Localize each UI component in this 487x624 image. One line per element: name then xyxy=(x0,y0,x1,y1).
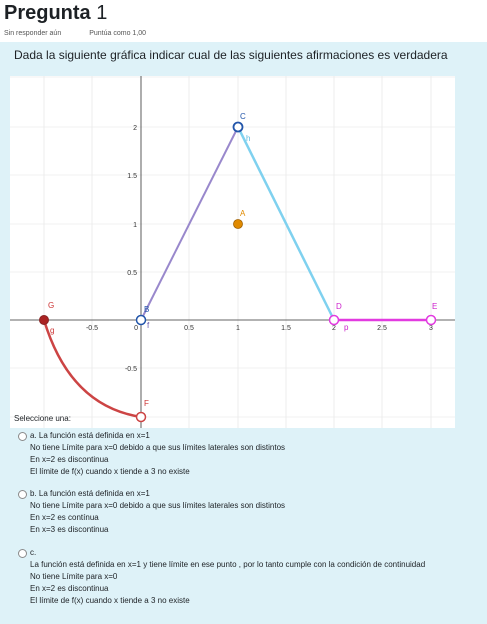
y-tick-neg05: -0.5 xyxy=(124,366,137,373)
option-b-radio[interactable] xyxy=(18,490,27,499)
question-header xyxy=(0,0,487,42)
y-tick-2: 2 xyxy=(133,125,137,132)
y-tick-05: 0.5 xyxy=(127,270,137,277)
point-e xyxy=(427,316,436,325)
y-tick-1: 1 xyxy=(133,222,137,229)
grid-lines xyxy=(10,76,455,428)
label-g-lower: g xyxy=(50,326,55,335)
option-c-line-2: No tiene Límite para x=0 xyxy=(30,572,118,581)
point-g xyxy=(40,316,49,325)
option-a-line-1: La función está definida en x=1 xyxy=(38,431,150,440)
tick-labels xyxy=(86,125,433,373)
option-a-line-4: El límite de f(x) cuando x tiende a 3 no existe xyxy=(30,467,190,476)
label-b: B xyxy=(144,305,150,314)
function-graph xyxy=(10,76,455,428)
x-tick-05: 0.5 xyxy=(184,325,194,332)
option-c-letter: c. xyxy=(30,548,37,557)
option-b[interactable] xyxy=(18,488,285,536)
question-title-prefix: Pregunta xyxy=(4,2,91,24)
option-c-line-3: En x=2 es discontinua xyxy=(30,584,109,593)
question-title xyxy=(4,2,483,24)
x-tick-neg05: -0.5 xyxy=(85,325,99,332)
x-tick-0: 0 xyxy=(134,325,138,332)
question-meta xyxy=(4,30,483,37)
segment-f xyxy=(141,127,238,320)
label-c: C xyxy=(240,112,246,121)
question-number: 1 xyxy=(96,2,108,24)
option-b-line-3: En x=2 es contínua xyxy=(30,513,99,522)
option-b-letter: b. xyxy=(30,489,37,498)
y-tick-15: 1.5 xyxy=(127,173,137,180)
label-e: E xyxy=(432,302,438,311)
label-a: A xyxy=(240,209,246,218)
point-labels xyxy=(48,112,437,408)
question-score: Puntúa como 1,00 xyxy=(89,30,147,37)
point-d xyxy=(330,316,339,325)
option-a-radio[interactable] xyxy=(18,432,27,441)
label-f-point: F xyxy=(144,399,149,408)
point-c xyxy=(234,123,243,132)
x-tick-1: 1 xyxy=(236,325,240,332)
x-tick-2: 2 xyxy=(332,325,336,332)
option-c[interactable] xyxy=(18,547,425,607)
option-b-line-1: La función está definida en x=1 xyxy=(38,489,150,498)
question-status: Sin responder aún xyxy=(4,30,62,37)
x-tick-15: 1.5 xyxy=(281,325,291,332)
x-tick-25: 2.5 xyxy=(377,325,387,332)
point-b xyxy=(137,316,146,325)
option-b-line-4: En x=3 es discontinua xyxy=(30,525,109,534)
graph-svg xyxy=(10,76,455,428)
option-a-line-2: No tiene Límite para x=0 debido a que sus límites laterales son distintos xyxy=(30,443,286,452)
point-f xyxy=(137,413,146,422)
question-text: Dada la siguiente gráfica indicar cual de las siguientes afirmaciones es verdadera xyxy=(14,48,448,62)
label-h: h xyxy=(246,134,251,143)
label-d: D xyxy=(336,302,342,311)
label-p: p xyxy=(344,323,349,332)
option-c-line-4: El límite de f(x) cuando x tiende a 3 no existe xyxy=(30,596,190,605)
select-label: Seleccione una: xyxy=(14,414,71,423)
question-content xyxy=(0,42,487,624)
point-a xyxy=(234,220,243,229)
x-tick-3: 3 xyxy=(429,325,433,332)
option-a-line-3: En x=2 es discontinua xyxy=(30,455,109,464)
option-b-line-2: No tiene Límite para x=0 debido a que sus límites laterales son distintos xyxy=(30,501,286,510)
label-f-lower: f xyxy=(147,321,150,330)
option-a[interactable] xyxy=(18,430,285,478)
option-c-line-1: La función está definida en x=1 y tiene límite en ese punto , por lo tanto cumple con la condición de continuidad xyxy=(30,560,426,569)
option-a-letter: a. xyxy=(30,431,37,440)
label-g: G xyxy=(48,301,55,310)
option-c-radio[interactable] xyxy=(18,549,27,558)
